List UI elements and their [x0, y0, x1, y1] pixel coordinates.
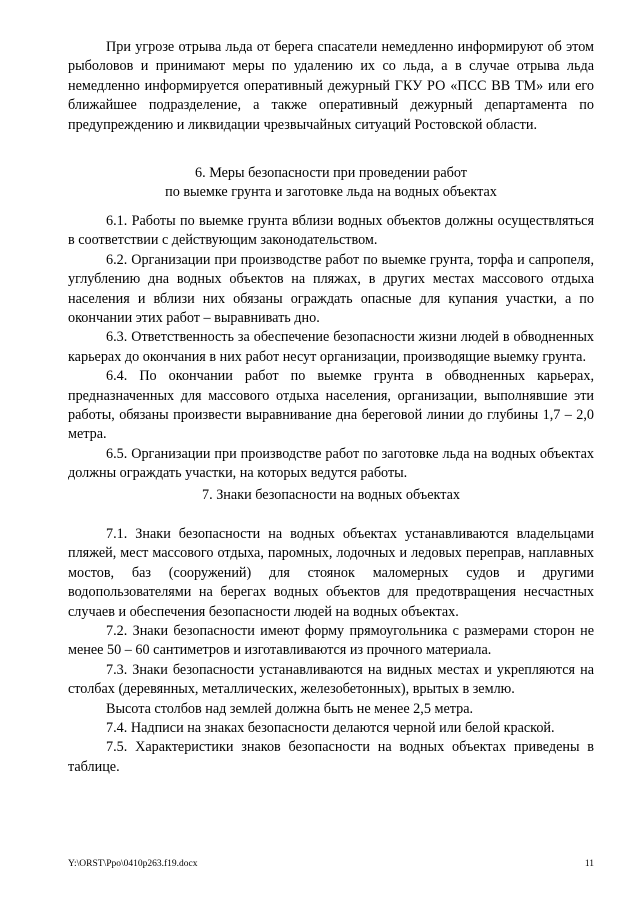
paragraph-7-1: 7.1. Знаки безопасности на водных объектах устанавливаются владельцами пляжей, мест массового отдыха, паромных, лодочных и ледовых переправ, наплавных мостов, баз (сооружений) для стоянок маломерных судов и другими водопользователями на берегах водных объектов для предотвращения несчастных случаев и обеспечения безопасности людей на водных объектах. [68, 526, 594, 620]
paragraph-7-2: 7.2. Знаки безопасности имеют форму прямоугольника с размерами сторон не менее 50 – 60 сантиметров и изготавливаются из прочного материала. [68, 623, 594, 659]
section-6-body [68, 212, 594, 484]
paragraph-6-1: 6.1. Работы по выемке грунта вблизи водных объектов должны осуществляться в соответствии с действующим законодательством. [68, 213, 594, 249]
intro-paragraph: При угрозе отрыва льда от берега спасатели немедленно информируют об этом рыболовов и принимают меры по удалению их со льда, а в случае отрыва льда немедленно информируется оперативный дежурный ГКУ РО «ПСС ВВ ТМ» или его ближайшее подразделение, а также оперативный дежурный департамента по предупреждению и ликвидации чрезвычайных ситуаций Ростовской области. [68, 39, 594, 133]
paragraph-6-3: 6.3. Ответственность за обеспечение безопасности жизни людей в обводненных карьерах до окончания в них работ несут организации, производящие выемку грунта. [68, 329, 594, 365]
paragraph-6-4: 6.4. По окончании работ по выемке грунта в обводненных карьерах, предназначенных для массового отдыха населения, организации, выполнявшие эти работы, обязаны произвести выравнивание дна береговой линии до глубины 1,7 – 2,0 метра. [68, 368, 594, 443]
section-7-title: 7. Знаки безопасности на водных объектах [202, 487, 460, 503]
page-number: 11 [584, 859, 594, 869]
paragraph-6-2: 6.2. Организации при производстве работ по выемке грунта, торфа и сапропеля, углублению дна водных объектов на пляжах, в других местах массового отдыха населения и вблизи них обязаны ограждать опасные для купания участки, а по окончании этих работ – выравнивать дно. [68, 251, 594, 327]
section-6-title-line-2: по выемке грунта и заготовке льда на водных объектах [165, 184, 497, 201]
intro-block [68, 38, 594, 135]
section-6-title-line-1: 6. Меры безопасности при проведении работ [195, 165, 467, 181]
paragraph-7-3: 7.3. Знаки безопасности устанавливаются на видных местах и укрепляются на столбах (деревянных, металлических, железобетонных), врытых в землю. [68, 661, 594, 698]
section-6-heading [68, 164, 594, 203]
section-7-heading [68, 486, 594, 505]
paragraph-pole-height: Высота столбов над землей должна быть не менее 2,5 метра. [106, 700, 474, 717]
footer-file-path: Y:\ORST\Ppo\0410p263.f19.docx [68, 859, 198, 869]
paragraph-7-4: 7.4. Надписи на знаках безопасности делаются черной или белой краской. [106, 720, 555, 737]
paragraph-6-5: 6.5. Организации при производстве работ по заготовке льда на водных объектах должны ограждать участки, на которых ведутся работы. [68, 445, 594, 482]
paragraph-7-5: 7.5. Характеристики знаков безопасности на водных объектах приведены в таблице. [68, 739, 594, 775]
section-7-body [68, 525, 594, 777]
